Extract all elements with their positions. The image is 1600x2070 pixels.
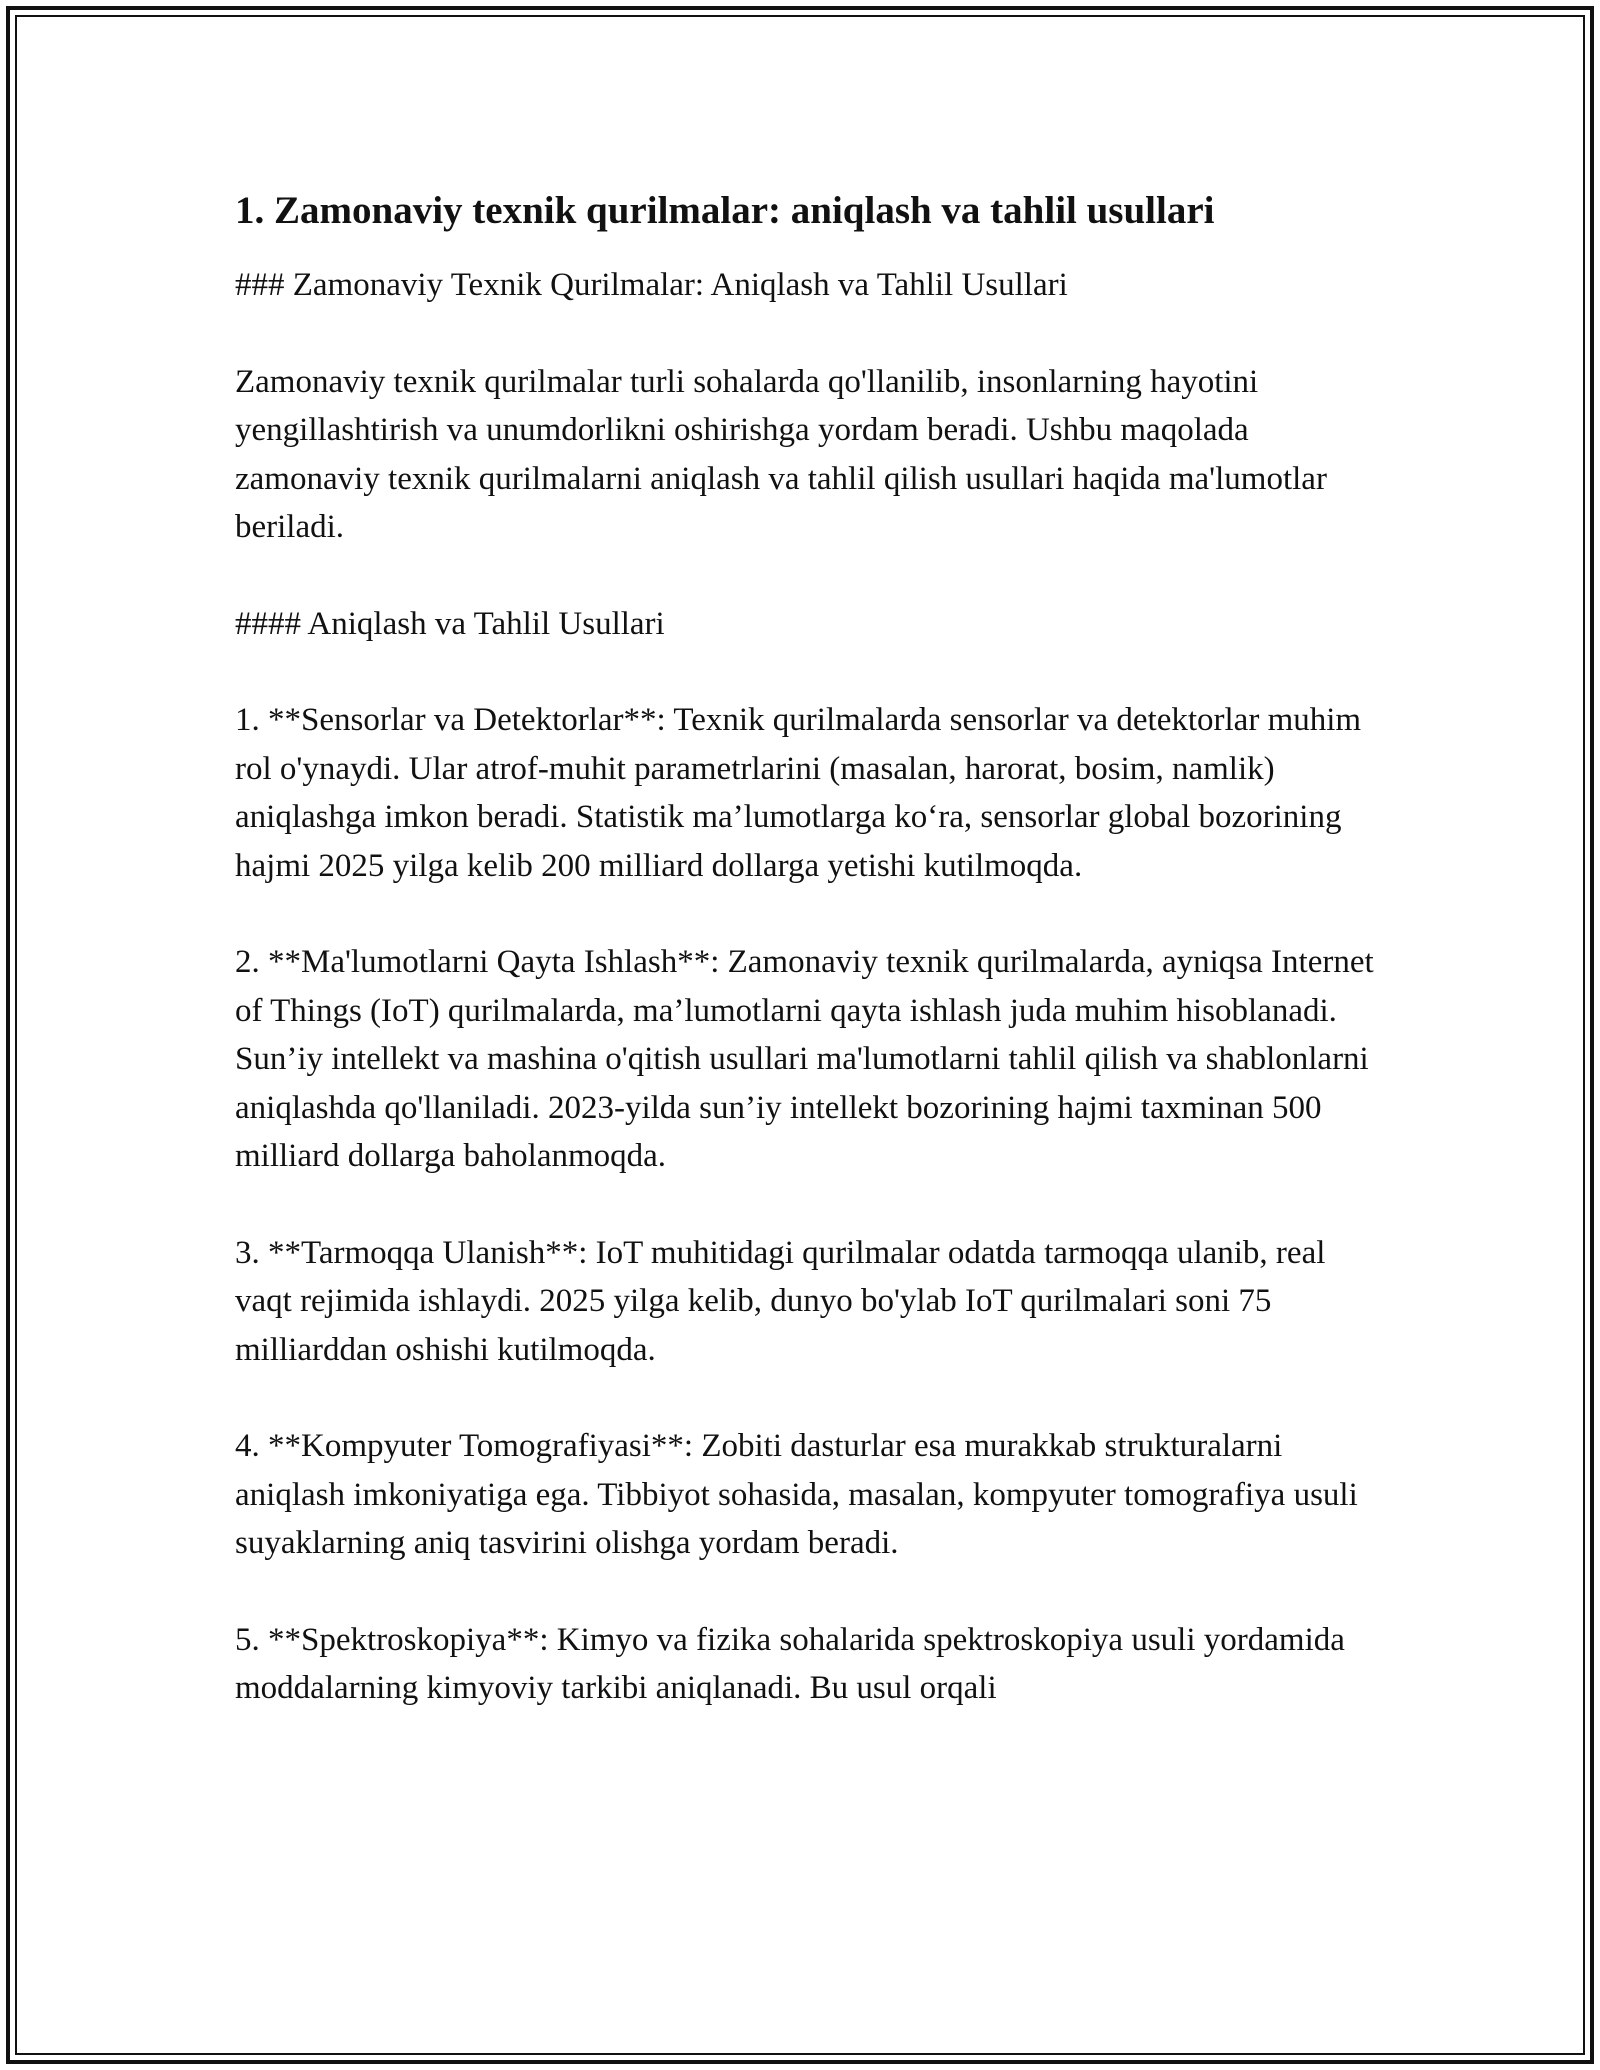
list-item-networking: 3. **Tarmoqqa Ulanish**: IoT muhitidagi qurilmalar odatda tarmoqqa ulanib, real vaqt rejimida ishlaydi. 2025 yilga kelib, dunyo bo'ylab IoT qurilmalari soni 75 milliarddan oshishi kutilmoqda. bbox=[235, 1234, 1326, 1368]
document-body bbox=[235, 185, 1380, 1761]
section-heading: #### Aniqlash va Tahlil Usullari bbox=[235, 605, 665, 642]
subheading: ### Zamonaviy Texnik Qurilmalar: Aniqlash va Tahlil Usullari bbox=[235, 267, 1068, 303]
list-item-spectroscopy: 5. **Spektroskopiya**: Kimyo va fizika sohalarida spektroskopiya usuli yordamida moddalarning kimyoviy tarkibi aniqlanadi. Bu usul orqali bbox=[235, 1621, 1345, 1706]
list-item-sensors: 1. **Sensorlar va Detektorlar**: Texnik qurilmalarda sensorlar va detektorlar muhim rol o'ynaydi. Ular atrof-muhit parametrlarini (masalan, harorat, bosim, namlik) aniqlashga imkon beradi. Statistik ma’lumotlarga ko‘ra, sensorlar global bozorining hajmi 2025 yilga kelib 200 milliard dollarga yetishi kutilmoqda. bbox=[235, 702, 1362, 884]
document-title: 1. Zamonaviy texnik qurilmalar: aniqlash va tahlil usullari bbox=[235, 189, 1215, 232]
list-item-tomography: 4. **Kompyuter Tomografiyasi**: Zobiti dasturlar esa murakkab strukturalarni aniqlash imkoniyatiga ega. Tibbiyot sohasida, masalan, kompyuter tomografiya usuli suyaklarning aniq tasvirini olishga yordam beradi. bbox=[235, 1428, 1358, 1561]
list-item-data-processing: 2. **Ma'lumotlarni Qayta Ishlash**: Zamonaviy texnik qurilmalarda, ayniqsa Internet of Things (IoT) qurilmalarda, ma’lumotlarni qayta ishlash juda muhim hisoblanadi. Sun’iy intellekt va mashina o'qitish usullari ma'lumotlarni tahlil qilish va shablonlarni aniqlashda qo'llaniladi. 2023-yilda sun’iy intellekt bozorining hajmi taxminan 500 milliard dollarga baholanmoqda. bbox=[235, 944, 1374, 1174]
intro-paragraph: Zamonaviy texnik qurilmalar turli sohalarda qo'llanilib, insonlarning hayotini yengillashtirish va unumdorlikni oshirishga yordam beradi. Ushbu maqolada zamonaviy texnik qurilmalarni aniqlash va tahlil qilish usullari haqida ma'lumotlar beriladi. bbox=[235, 363, 1327, 545]
